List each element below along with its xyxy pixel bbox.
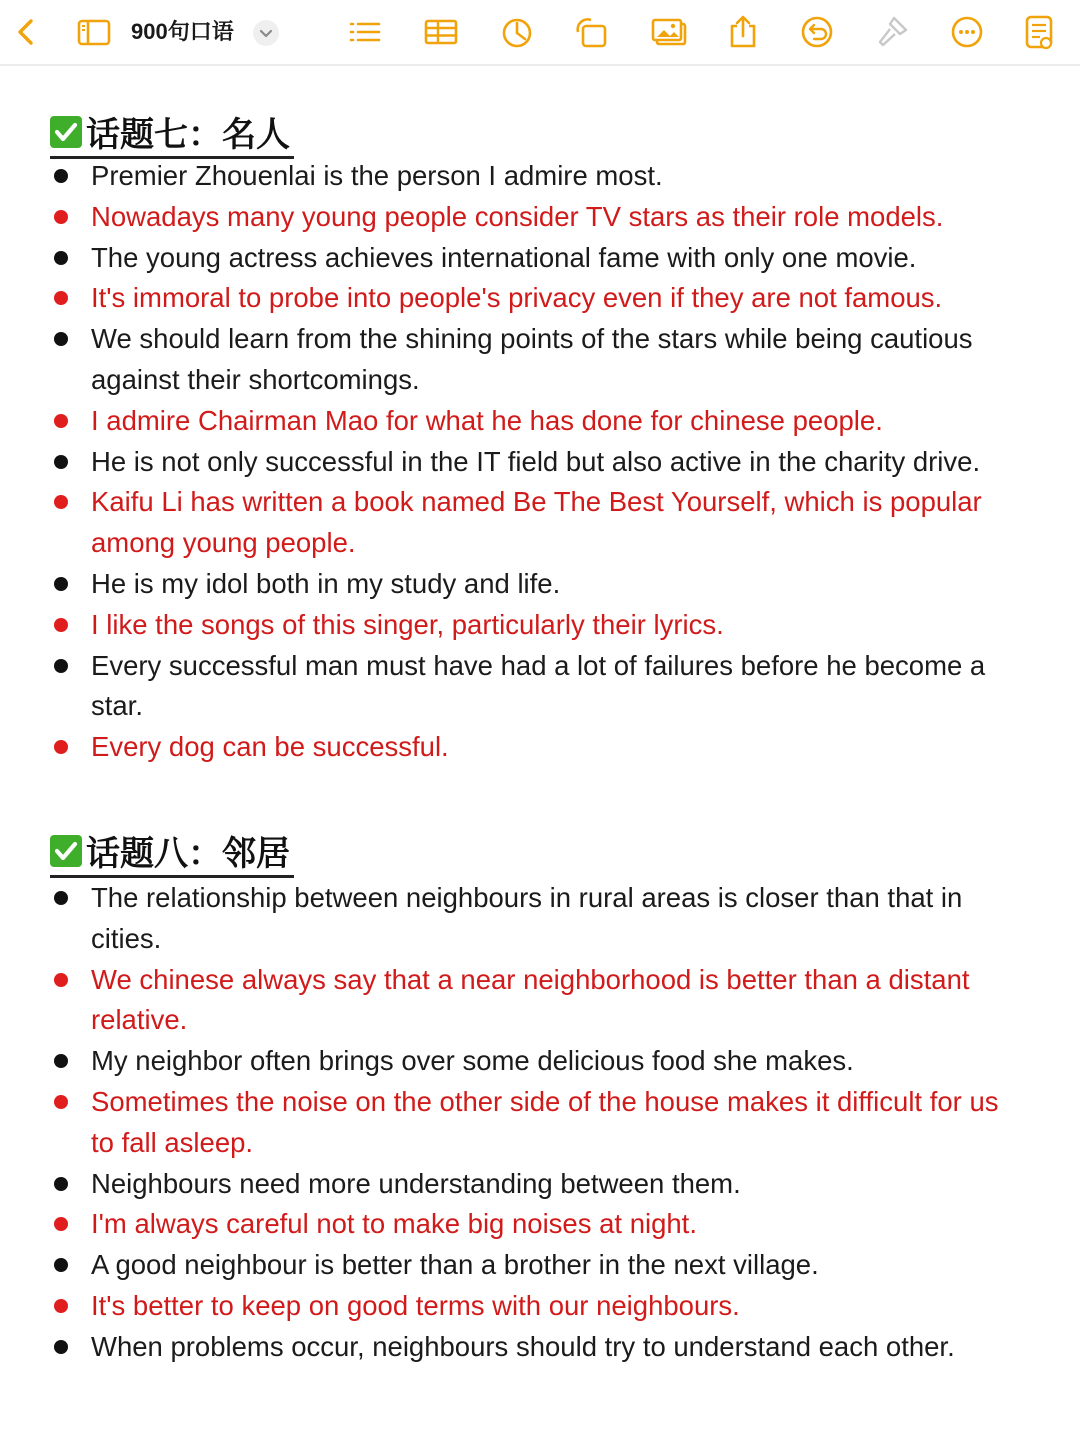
list-item — [0, 878, 1000, 960]
bullet-icon — [54, 1217, 68, 1231]
list-item — [0, 482, 1000, 564]
list-item-text: Sometimes the noise on the other side of the house makes it difficult for us to fall asleep. — [91, 1085, 999, 1158]
bullet-icon — [54, 891, 68, 905]
undo-icon[interactable] — [797, 12, 837, 52]
notes-icon[interactable] — [1019, 12, 1059, 52]
share-icon[interactable] — [723, 12, 763, 52]
list-item — [0, 238, 1000, 279]
list-item — [0, 605, 1000, 646]
list-item-text: He is not only successful in the IT field but also active in the charity drive. — [91, 445, 981, 477]
list-item-text: Every successful man must have had a lot of failures before he become a star. — [91, 649, 986, 722]
list-item-text: My neighbor often brings over some delicious food she makes. — [91, 1045, 854, 1077]
bullet-icon — [54, 1054, 68, 1068]
list-item-text: I'm always careful not to make big noises at night. — [91, 1208, 697, 1240]
list-item — [0, 727, 1000, 768]
list-icon[interactable] — [345, 12, 385, 52]
media-icon[interactable] — [649, 12, 689, 52]
bullet-icon — [54, 1095, 68, 1109]
list-item — [0, 1041, 1000, 1082]
checkmark-icon — [50, 116, 82, 148]
list-item-text: The relationship between neighbours in rural areas is closer than that in cities. — [91, 882, 963, 954]
bullet-icon — [54, 169, 68, 183]
list-item — [0, 197, 1000, 238]
list-item — [0, 1245, 1000, 1286]
list-item-text: I like the songs of this singer, particularly their lyrics. — [91, 608, 724, 640]
list-item-text: Neighbours need more understanding between them. — [91, 1167, 741, 1199]
more-icon[interactable] — [947, 12, 987, 52]
bullet-icon — [54, 332, 68, 346]
sidebar-icon[interactable] — [74, 12, 114, 52]
list-item — [0, 319, 1000, 401]
bullet-icon — [54, 740, 68, 754]
timer-icon[interactable] — [497, 12, 537, 52]
toolbar — [0, 0, 1080, 66]
list-item — [0, 960, 1000, 1042]
section-heading — [50, 825, 294, 878]
back-icon[interactable] — [6, 12, 46, 52]
list-item-text: Nowadays many young people consider TV stars as their role models. — [91, 200, 944, 232]
bullet-icon — [54, 973, 68, 987]
bullet-icon — [54, 577, 68, 591]
bullet-icon — [54, 1258, 68, 1272]
list-item-text: We chinese always say that a near neighborhood is better than a distant relative. — [91, 963, 970, 1036]
bullet-icon — [54, 1177, 68, 1191]
bullet-icon — [54, 291, 68, 305]
document-title[interactable]: 900句口语 — [131, 19, 234, 44]
list-item-text: It's immoral to probe into people's privacy even if they are not famous. — [91, 282, 943, 314]
list-item — [0, 1204, 1000, 1245]
format-brush-icon[interactable] — [872, 12, 912, 52]
list-item — [0, 1327, 1000, 1368]
list-item-text: When problems occur, neighbours should try to understand each other. — [91, 1330, 955, 1362]
list-item — [0, 1286, 1000, 1327]
sentence-list — [0, 878, 1000, 1368]
table-icon[interactable] — [421, 12, 461, 52]
list-item-text: Every dog can be successful. — [91, 731, 449, 763]
bullet-icon — [54, 1340, 68, 1354]
bullet-icon — [54, 659, 68, 673]
list-item — [0, 156, 1000, 197]
sentence-list — [0, 156, 1000, 768]
document-body[interactable] — [0, 64, 1080, 1440]
shapes-icon[interactable] — [571, 12, 611, 52]
list-item — [0, 1164, 1000, 1205]
list-item-text: It's better to keep on good terms with our neighbours. — [91, 1289, 740, 1321]
list-item-text: We should learn from the shining points of the stars while being cautious against their shortcomings. — [91, 323, 973, 395]
list-item — [0, 646, 1000, 728]
bullet-icon — [54, 618, 68, 632]
bullet-icon — [54, 251, 68, 265]
section-heading — [50, 106, 294, 159]
bullet-icon — [54, 210, 68, 224]
checkmark-icon — [50, 835, 82, 867]
bullet-icon — [54, 414, 68, 428]
list-item — [0, 278, 1000, 319]
bullet-icon — [54, 455, 68, 469]
bullet-icon — [54, 495, 68, 509]
list-item-text: Premier Zhouenlai is the person I admire most. — [91, 160, 663, 191]
list-item — [0, 1082, 1000, 1164]
bullet-icon — [54, 1299, 68, 1313]
list-item — [0, 442, 1000, 483]
chevron-down-icon[interactable] — [253, 20, 279, 46]
list-item — [0, 401, 1000, 442]
list-item-text: He is my idol both in my study and life. — [91, 567, 561, 599]
list-item-text: A good neighbour is better than a brother in the next village. — [91, 1249, 819, 1281]
list-item-text: I admire Chairman Mao for what he has done for chinese people. — [91, 404, 883, 436]
section-title: 话题七：名人 — [86, 115, 290, 154]
list-item — [0, 564, 1000, 605]
section-title: 话题八：邻居 — [86, 834, 290, 873]
list-item-text: Kaifu Li has written a book named Be The Best Yourself, which is popular among young people. — [91, 486, 982, 559]
list-item-text: The young actress achieves international fame with only one movie. — [91, 241, 917, 273]
